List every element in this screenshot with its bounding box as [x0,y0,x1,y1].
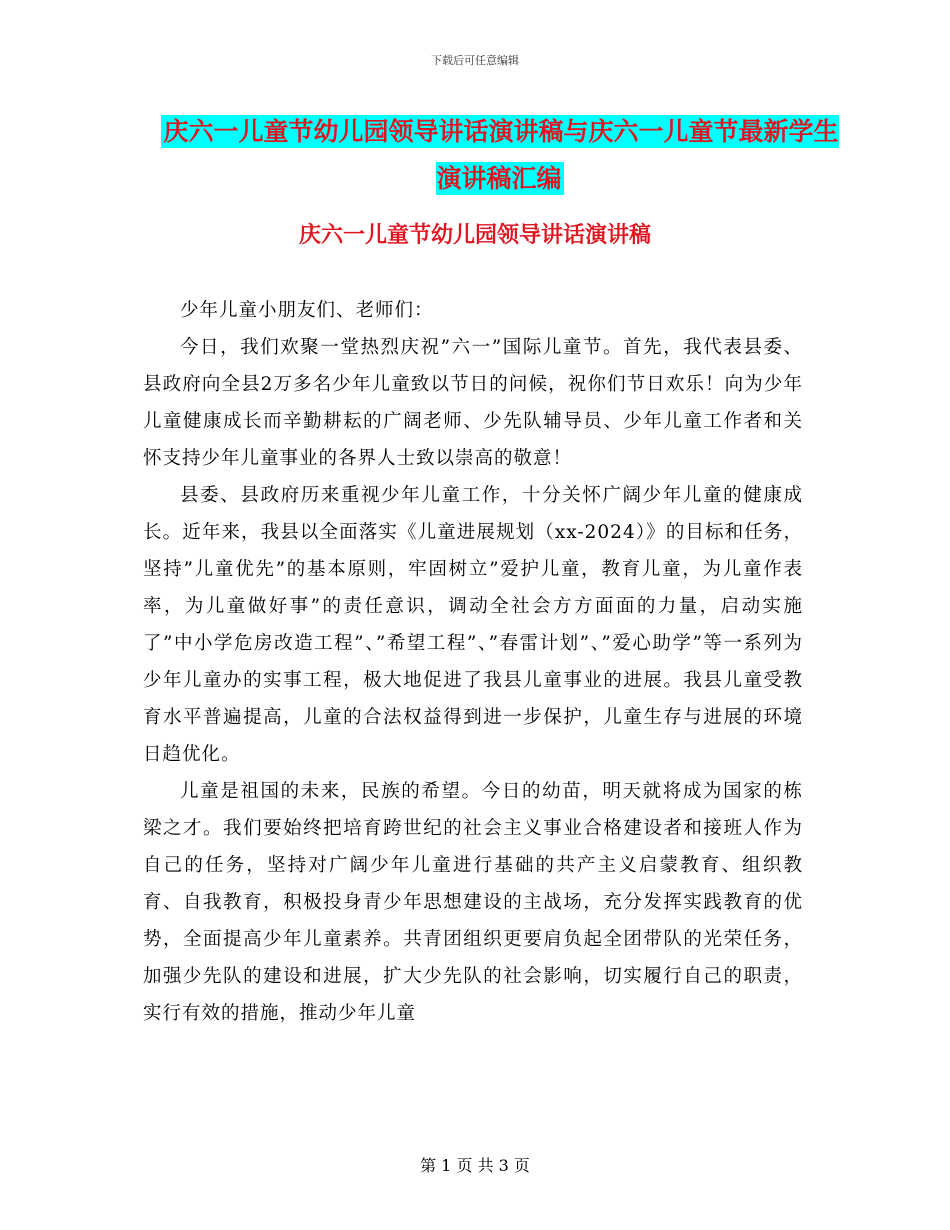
section-title: 庆六一儿童节幼儿园领导讲话演讲稿 [298,223,651,248]
body-paragraph: 今日，我们欢聚一堂热烈庆祝”六一”国际儿童节。首先，我代表县委、县政府向全县2万多名少年儿童致以节日的问候，祝你们节日欢乐！向为少年儿童健康成长而辛勤耕耘的广阔老师、少先队辅导员、少年儿童工作者和关怀支持少年儿童事业的各界人士致以崇高的敬意！ [143,337,803,469]
body-paragraph: 县委、县政府历来重视少年儿童工作，十分关怀广阔少年儿童的健康成长。近年来，我县以全面落实《儿童进展规划（xx-2024）》的目标和任务，坚持”儿童优先”的基本原则，牢固树立”爱护儿童，教育儿童，为儿童作表率，为儿童做好事”的责任意识，调动全社会方方面面的力量，启动实施了”中小学危房改造工程”、”希望工程”、”春雷计划”、”爱心助学”等一系列为少年儿童办的实事工程，极大地促进了我县儿童事业的进展。我县儿童受教育水平普遍提高，儿童的合法权益得到进一步保护，儿童生存与进展的环境日趋优化。 [143,485,803,765]
document-body [143,292,803,1032]
body-paragraph: 儿童是祖国的未来，民族的希望。今日的幼苗，明天就将成为国家的栋梁之才。我们要始终把培育跨世纪的社会主义事业合格建设者和接班人作为自己的任务，坚持对广阔少年儿童进行基础的共产主义启蒙教育、组织教育、自我教育，积极投身青少年思想建设的主战场，充分发挥实践教育的优势，全面提高少年儿童素养。共青团组织更要肩负起全团带队的光荣任务，加强少先队的建设和进展，扩大少先队的社会影响，切实履行自己的职责，实行有效的措施，推动少年儿童 [143,781,803,1024]
greeting-paragraph: 少年儿童小朋友们、老师们： [180,300,434,321]
document-title [150,108,850,202]
page-number-footer: 第 1 页 共 3 页 [420,1156,530,1175]
header-note: 下载后可任意编辑 [431,54,519,67]
document-title-text: 庆六一儿童节幼儿园领导讲话演讲稿与庆六一儿童节最新学生演讲稿汇编 [163,117,839,193]
